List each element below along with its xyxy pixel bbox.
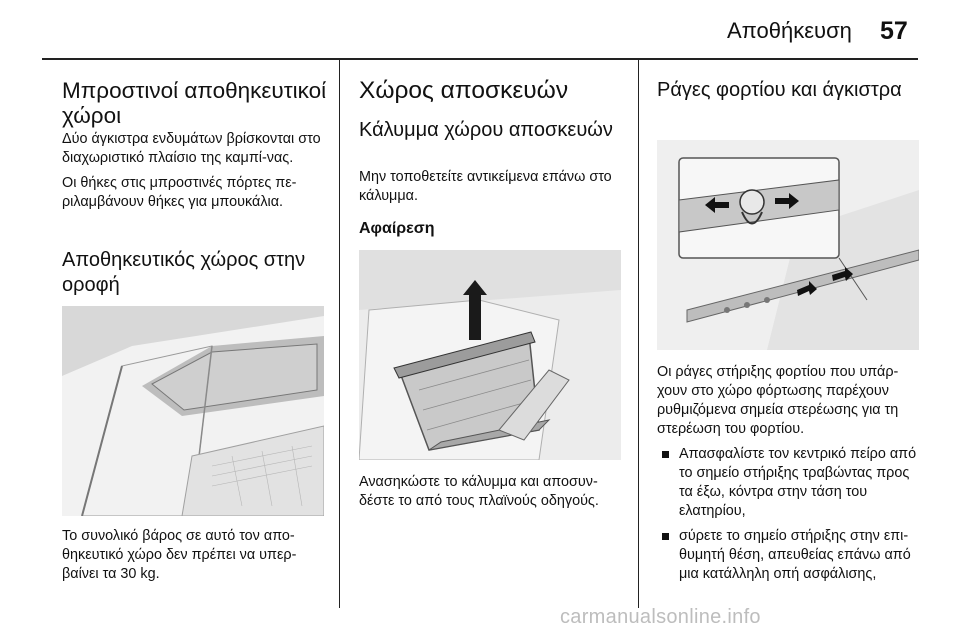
bullet-item xyxy=(657,527,927,584)
caption-lift-cover: Ανασηκώστε το κάλυμμα και αποσυν-δέστε το από τους πλαϊνούς οδηγούς. xyxy=(359,474,599,509)
subheading-roof-storage: Αποθηκευτικός χώρος στην οροφή xyxy=(62,249,306,296)
subheading-luggage-cover: Κάλυμμα χώρου αποσκευών xyxy=(359,119,613,141)
bullet-text-unlock-pin: Απασφαλίστε τον κεντρικό πείρο από το σημείο στήριξης τραβώντας προς τα έξω, κόντρα στην τάση του ελατηρίου, xyxy=(679,446,917,519)
subheading-removal: Αφαίρεση xyxy=(359,220,435,237)
section-heading-front-storage: Μπροστινοί αποθηκευτικοί χώροι xyxy=(62,78,327,128)
load-rails-illustration xyxy=(657,140,919,350)
page-number: 57 xyxy=(880,17,908,45)
header-rule xyxy=(42,58,918,60)
caption-max-weight: Το συνολικό βάρος σε αυτό τον απο-θηκευτικό χώρο δεν πρέπει να υπερ-βαίνει τα 30 kg. xyxy=(62,528,297,582)
paragraph-bottle-holders: Οι θήκες στις μπροστινές πόρτες πε-ριλαμβάνουν θήκες για μπουκάλια. xyxy=(62,175,297,210)
paragraph-load-rails: Οι ράγες στήριξης φορτίου που υπάρ-χουν στο χώρο φόρτωσης παρέχουν ρυθμιζόμενα σημεία στερέωσης για τη στερέωση του φορτίου. xyxy=(657,364,899,437)
luggage-cover-removal-illustration xyxy=(359,250,621,460)
column-divider-1 xyxy=(339,60,340,608)
bullet-text-slide-point: σύρετε το σημείο στήριξης στην επι-θυμητή θέση, απευθείας επάνω από μια κατάλληλη οπή ασφάλισης, xyxy=(679,528,911,582)
roof-storage-illustration xyxy=(62,306,324,516)
running-header-title: Αποθήκευση xyxy=(727,18,852,43)
subheading-load-rails: Ράγες φορτίου και άγκιστρα xyxy=(657,79,902,101)
column-divider-2 xyxy=(638,60,639,608)
paragraph-coat-hooks: Δύο άγκιστρα ενδυμάτων βρίσκονται στο διαχωριστικό πλαίσιο της καμπί-νας. xyxy=(62,131,321,166)
bullet-item xyxy=(657,445,927,521)
section-heading-luggage-space: Χώρος αποσκευών xyxy=(359,77,569,104)
paragraph-no-objects: Μην τοποθετείτε αντικείμενα επάνω στο κάλυμμα. xyxy=(359,169,612,204)
watermark: carmanualsonline.info xyxy=(560,606,761,628)
